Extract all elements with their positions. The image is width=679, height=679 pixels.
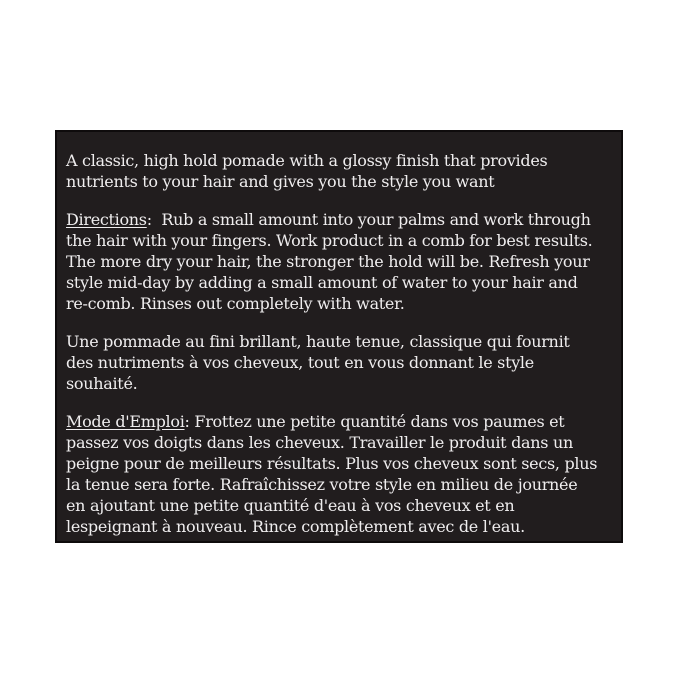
text-line: souhaité. <box>66 374 138 393</box>
text-line: A classic, high hold pomade with a glossy finish that provides <box>66 151 548 170</box>
text-line: style mid-day by adding a small amount of water to your hair and <box>66 273 578 292</box>
text-line: des nutriments à vos cheveux, tout en vous donnant le style <box>66 353 534 372</box>
text-line: Une pommade au fini brillant, haute tenue, classique qui fournit <box>66 332 570 351</box>
heading-colon: : <box>146 210 162 229</box>
directions-heading: Directions <box>66 210 147 229</box>
text-line: en ajoutant une petite quantité d'eau à vos cheveux et en <box>66 496 515 515</box>
text-line: The more dry your hair, the stronger the hold will be. Refresh your <box>66 252 590 271</box>
product-label-panel <box>55 130 623 543</box>
directions-paragraph-fr <box>66 411 612 537</box>
text-line <box>66 411 612 432</box>
text-line: nutrients to your hair and gives you the style you want <box>66 172 495 191</box>
text-line: re-comb. Rinses out completely with water. <box>66 294 405 313</box>
heading-colon: : <box>184 412 195 431</box>
intro-paragraph-en <box>66 150 612 192</box>
text-line: la tenue sera forte. Rafraîchissez votre style en milieu de journée <box>66 475 578 494</box>
text-line: peigne pour de meilleurs résultats. Plus vos cheveux sont secs, plus <box>66 454 598 473</box>
text-line-fragment: Rub a small amount into your palms and work through <box>161 210 591 229</box>
text-line: lespeignant à nouveau. Rince complètement avec de l'eau. <box>66 517 525 536</box>
text-line: passez vos doigts dans les cheveux. Travailler le produit dans un <box>66 433 573 452</box>
intro-paragraph-fr <box>66 331 612 394</box>
text-line: the hair with your fingers. Work product in a comb for best results. <box>66 231 593 250</box>
directions-paragraph-en <box>66 209 612 314</box>
mode-demploi-heading: Mode d'Emploi <box>66 412 185 431</box>
text-line-fragment: Frottez une petite quantité dans vos paumes et <box>194 412 565 431</box>
text-line <box>66 209 612 230</box>
